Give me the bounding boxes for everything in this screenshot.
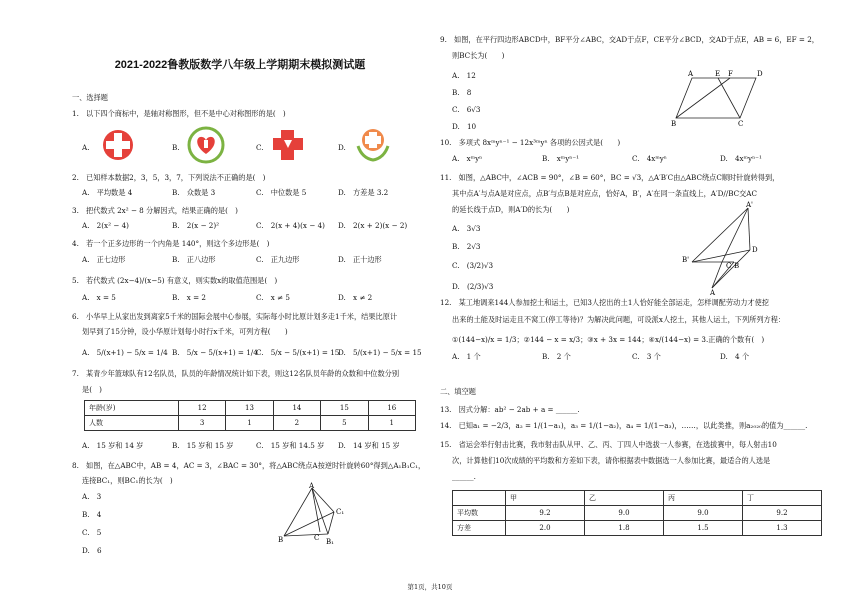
fig11-label-a-prime: A': [746, 201, 753, 209]
q5-option-d[interactable]: D. x ≠ 2: [338, 293, 373, 302]
table-cell: 乙: [585, 491, 664, 506]
fig9-label-c: C: [738, 120, 744, 128]
q9-option-a[interactable]: A. 12: [452, 71, 476, 80]
q3-option-a[interactable]: A. 2(x² − 4): [82, 221, 129, 230]
q8-option-a[interactable]: A. 3: [82, 492, 102, 501]
table-cell: 9.0: [585, 506, 664, 521]
shooting-table: [452, 490, 822, 536]
figure-8-triangles: [276, 482, 356, 548]
fig8-label-c1: C₁: [336, 508, 345, 516]
q3-option-b[interactable]: B. 2(x − 2)²: [172, 221, 220, 230]
q12-option-d[interactable]: D. 4 个: [720, 352, 750, 361]
question-6-line2: 划早到了15分钟，设小华原计划每小时行x千米，可列方程( ): [82, 327, 288, 336]
heart-hands-logo-icon: [186, 126, 226, 164]
question-15: 15. 省运会举行射击比赛，我市射击队从甲、乙、丙、丁四人中选拔一人参赛，在选拔赛中，每人射击10: [440, 440, 777, 449]
figure-11-rotation: [676, 200, 772, 296]
fig9-label-b: B: [671, 120, 677, 128]
q3-option-c[interactable]: C. 2(x + 4)(x − 4): [256, 221, 325, 230]
figure-9-parallelogram: [668, 66, 768, 128]
table-cell: 5: [321, 416, 368, 431]
q6-option-c[interactable]: C. 5/x − 5/(x+1) = 15: [256, 348, 340, 357]
fig8-label-b1: B₁: [326, 538, 334, 546]
question-5: 5. 若代数式 (2x−4)/(x−5) 有意义，则实数x的取值范围是( ): [72, 276, 278, 285]
q7-option-a[interactable]: A. 15 岁和 14 岁: [82, 441, 144, 450]
q6-option-b[interactable]: B. 5/x − 5/(x+1) = 1/4: [172, 348, 258, 357]
table-cell: 9.2: [506, 506, 585, 521]
page-title: 2021-2022鲁教版数学八年级上学期期末模拟测试题: [114, 59, 366, 71]
fig11-label-d: D: [752, 246, 758, 254]
question-11-line3: 的延长线于点D，则A′D的长为( ): [452, 205, 570, 214]
fig9-label-f: F: [728, 70, 733, 78]
q8-option-c[interactable]: C. 5: [82, 528, 102, 537]
fig8-label-b: B: [278, 536, 284, 544]
q7-option-c[interactable]: C. 15 岁和 14.5 岁: [256, 441, 325, 450]
question-12: 12. 某工地调来144人参加挖土和运土，已知3人挖出的土1人恰好能全部运走，怎样调配劳动力才使挖: [440, 298, 769, 307]
table-cell: 年龄(岁): [85, 401, 179, 416]
q8-option-b[interactable]: B. 4: [82, 510, 102, 519]
fig11-label-b-prime: B': [682, 256, 690, 264]
q11-option-c[interactable]: C. (3/2)√3: [452, 261, 494, 270]
fig9-label-a: A: [688, 70, 694, 78]
fig8-label-a: A: [309, 482, 315, 490]
medical-cross-logo-icon: [270, 126, 306, 164]
q1-option-c[interactable]: C.: [256, 143, 264, 152]
red-cross-logo-icon: [100, 128, 136, 162]
question-15-line2: 次，计算他们10次成绩的平均数和方差如下表，请你根据表中数据选一人参加比赛，最适合的人选是: [452, 456, 771, 465]
question-8: 8. 如图，在△ABC中，AB = 4，AC = 3，∠BAC = 30°，将△ABC绕点A按逆时针旋转60°得到△A₁B₁C₁，: [72, 461, 426, 470]
q2-option-c[interactable]: C. 中位数是 5: [256, 188, 307, 197]
table-cell: 13: [226, 401, 273, 416]
table-cell: 12: [178, 401, 225, 416]
q9-option-c[interactable]: C. 6√3: [452, 105, 481, 114]
q10-option-a[interactable]: A. xᵐyⁿ: [452, 154, 483, 163]
flower-logo-icon: [352, 124, 394, 164]
question-9: 9. 如图，在平行四边形ABCD中，BF平分∠ABC，交AD于点F，CE平分∠BCD，交AD于点E，AB = 6，EF = 2，: [440, 35, 819, 44]
question-9-line2: 则BC长为( ): [452, 51, 505, 60]
q1-option-d[interactable]: D.: [338, 143, 346, 152]
q4-option-c[interactable]: C. 正九边形: [256, 255, 300, 264]
q2-option-a[interactable]: A. 平均数是 4: [82, 188, 133, 197]
q11-option-d[interactable]: D. (2/3)√3: [452, 282, 494, 291]
q9-option-b[interactable]: B. 8: [452, 88, 472, 97]
q2-option-d[interactable]: D. 方差是 3.2: [338, 188, 389, 197]
table-row: [85, 416, 416, 431]
table-cell: 1.5: [664, 521, 743, 536]
q8-option-d[interactable]: D. 6: [82, 546, 102, 555]
table-row: [453, 506, 822, 521]
q7-option-d[interactable]: D. 14 岁和 15 岁: [338, 441, 400, 450]
fig9-label-e: E: [715, 70, 721, 78]
section-fill: 二、填空题: [440, 387, 476, 396]
question-13: 13. 因式分解：ab² − 2ab + a = ______.: [440, 405, 580, 414]
question-12-line2: 出来的土能及时运走且不窝工(停工等待)？为解决此问题，可设派x人挖土，其他人运土，下列所列方程：: [452, 315, 786, 324]
question-6: 6. 小华早上从家出发到离家5千米的国际会展中心参展，实际每小时比原计划多走1千米，结果比原计: [72, 312, 398, 321]
table-cell: 丙: [664, 491, 743, 506]
table-cell: 方差: [453, 521, 506, 536]
table-row: [85, 401, 416, 416]
table-cell: 9.0: [664, 506, 743, 521]
table-cell: 1: [226, 416, 273, 431]
q1-option-b[interactable]: B.: [172, 143, 180, 152]
table-cell: [453, 491, 506, 506]
table-cell: 人数: [85, 416, 179, 431]
table-cell: 甲: [506, 491, 585, 506]
table-cell: 14: [273, 401, 320, 416]
q4-option-d[interactable]: D. 正十边形: [338, 255, 382, 264]
question-15-line3: ______.: [452, 472, 476, 481]
q3-option-d[interactable]: D. 2(x + 2)(x − 2): [338, 221, 408, 230]
table-cell: 丁: [743, 491, 822, 506]
question-12-line3: ①(144−x)/x = 1/3；②144 − x = x/3；③x + 3x = 144；④x/(144−x) = 3.正确的个数有( ): [452, 335, 765, 344]
q6-option-a[interactable]: A. 5/(x+1) − 5/x = 1/4: [82, 348, 168, 357]
table-cell: 2.0: [506, 521, 585, 536]
q10-option-b[interactable]: B. xᵐyⁿ⁻¹: [542, 154, 580, 163]
age-table: [84, 400, 416, 431]
q5-option-c[interactable]: C. x ≠ 5: [256, 293, 290, 302]
q9-option-d[interactable]: D. 10: [452, 122, 477, 131]
table-row: [453, 521, 822, 536]
fig9-label-d: D: [757, 70, 763, 78]
table-cell: 9.2: [743, 506, 822, 521]
q6-option-d[interactable]: D. 5/(x+1) − 5/x = 15: [338, 348, 422, 357]
question-11: 11. 如图，△ABC中，∠ACB = 90°，∠B = 60°，BC = √3，△A′B′C由△ABC绕点C顺时针旋转得到，: [440, 173, 780, 182]
table-cell: 1.8: [585, 521, 664, 536]
q4-option-a[interactable]: A. 正七边形: [82, 255, 126, 264]
fig11-label-a: A: [710, 289, 716, 296]
q12-option-c[interactable]: C. 3 个: [632, 352, 661, 361]
page-footer: 第1页，共10页: [407, 583, 453, 591]
table-row: [453, 491, 822, 506]
table-cell: 2: [273, 416, 320, 431]
q12-option-b[interactable]: B. 2 个: [542, 352, 571, 361]
q12-option-a[interactable]: A. 1 个: [452, 352, 481, 361]
table-cell: 16: [368, 401, 415, 416]
section-choice: 一、选择题: [72, 93, 108, 102]
table-cell: 1.3: [743, 521, 822, 536]
question-1: 1. 以下四个商标中，是轴对称图形，但不是中心对称图形的是( ): [72, 109, 286, 118]
q11-option-b[interactable]: B. 2√3: [452, 242, 481, 251]
question-7-line2: 是( ): [82, 385, 102, 394]
q5-option-b[interactable]: B. x = 2: [172, 293, 206, 302]
q2-option-b[interactable]: B. 众数是 3: [172, 188, 216, 197]
q5-option-a[interactable]: A. x = 5: [82, 293, 116, 302]
table-cell: 15: [321, 401, 368, 416]
question-7: 7. 某青少年篮球队有12名队员，队员的年龄情况统计如下表，则这12名队员年龄的众数和中位数分别: [72, 369, 400, 378]
fig11-label-c: C: [726, 262, 732, 270]
q11-option-a[interactable]: A. 3√3: [452, 224, 481, 233]
fig8-label-c: C: [314, 534, 320, 542]
question-3: 3. 把代数式 2x² − 8 分解因式，结果正确的是( ): [72, 206, 238, 215]
q10-option-d[interactable]: D. 4xᵐyⁿ⁻¹: [720, 154, 762, 163]
q1-option-a[interactable]: A.: [82, 143, 90, 152]
table-cell: 3: [178, 416, 225, 431]
question-14: 14. 已知a₁ = −2/3，a₂ = 1/(1−a₁)，a₃ = 1/(1−a₂)，a₄ = 1/(1−a₃)，……，以此类推，则a₂₀₂₀的值为______.: [440, 421, 808, 430]
table-cell: 平均数: [453, 506, 506, 521]
q7-option-b[interactable]: B. 15 岁和 15 岁: [172, 441, 234, 450]
question-4: 4. 若一个正多边形的一个内角是 140°，则这个多边形是( ): [72, 239, 270, 248]
question-10: 10. 多项式 8xᵐyⁿ⁻¹ − 12x³ᵐyⁿ 各项的公因式是( ): [440, 138, 621, 147]
question-11-line2: 其中点A′与点A是对应点，点B′与点B是对应点，恰好A，B′，A′在同一条直线上，A′D//BC交AC: [452, 189, 757, 198]
q10-option-c[interactable]: C. 4xᵐyⁿ: [632, 154, 667, 163]
question-8-line2: 连接BC₁，则BC₁的长为( ): [82, 476, 173, 485]
table-cell: 1: [368, 416, 415, 431]
q4-option-b[interactable]: B. 正八边形: [172, 255, 216, 264]
fig11-label-b: B: [734, 262, 740, 270]
question-2: 2. 已知样本数据2，3，5，3，7，下列说法不正确的是( ): [72, 173, 266, 182]
